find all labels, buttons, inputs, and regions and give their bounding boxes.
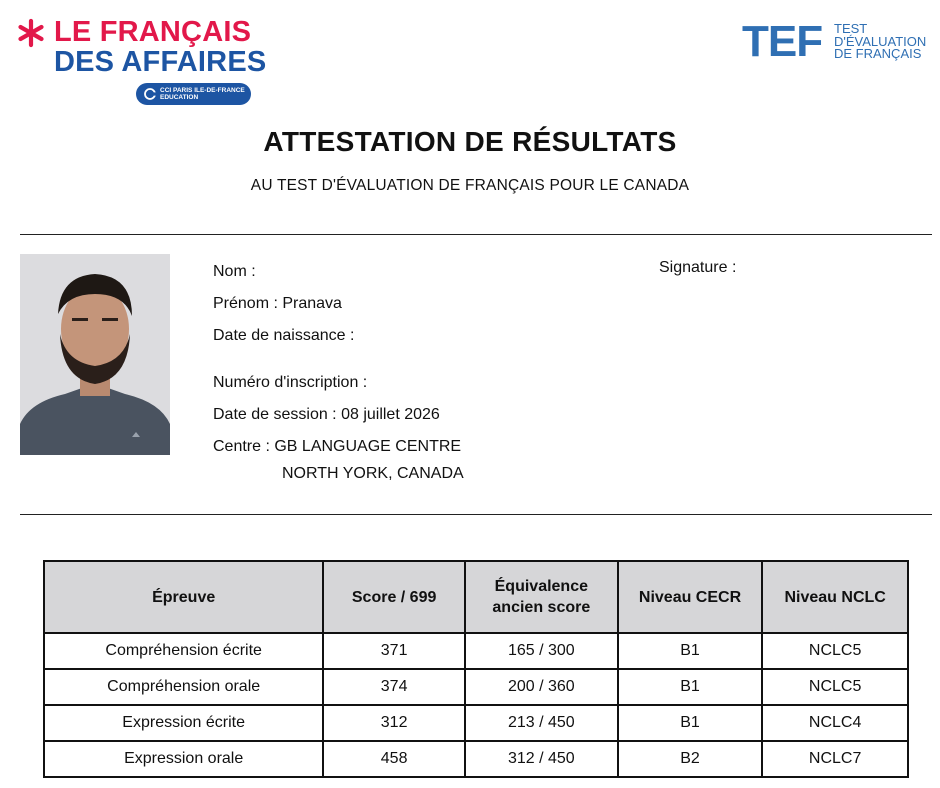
logo-text-line2: DES AFFAIRES bbox=[54, 46, 267, 78]
table-row bbox=[44, 633, 908, 669]
header-score: Score / 699 bbox=[323, 561, 465, 633]
cell-equivalence: 213 / 450 bbox=[465, 705, 618, 741]
field-numero-inscription: Numéro d'inscription : bbox=[213, 374, 368, 391]
asterisk-icon bbox=[18, 18, 44, 48]
field-nom: Nom : bbox=[213, 263, 256, 280]
table-row bbox=[44, 705, 908, 741]
cell-nclc: NCLC4 bbox=[762, 705, 908, 741]
field-date-session: Date de session : 08 juillet 2026 bbox=[213, 406, 440, 423]
cell-equivalence: 200 / 360 bbox=[465, 669, 618, 705]
header-niveau-nclc: Niveau NCLC bbox=[762, 561, 908, 633]
cell-nclc: NCLC5 bbox=[762, 633, 908, 669]
cell-cecr: B1 bbox=[618, 633, 763, 669]
cell-cecr: B1 bbox=[618, 705, 763, 741]
tef-tagline: TEST D'ÉVALUATION DE FRANÇAIS bbox=[834, 21, 927, 61]
cell-nclc: NCLC7 bbox=[762, 741, 908, 777]
cell-equivalence: 312 / 450 bbox=[465, 741, 618, 777]
divider-bottom bbox=[20, 514, 932, 515]
cell-cecr: B1 bbox=[618, 669, 763, 705]
header-equivalence-line1: Équivalence bbox=[494, 578, 588, 595]
field-centre-location: NORTH YORK, CANADA bbox=[282, 465, 464, 482]
table-row bbox=[44, 669, 908, 705]
cell-epreuve: Expression écrite bbox=[44, 705, 323, 741]
cell-score: 371 bbox=[323, 633, 465, 669]
cell-epreuve: Compréhension orale bbox=[44, 669, 323, 705]
field-date-naissance: Date de naissance : bbox=[213, 327, 355, 344]
header-epreuve: Épreuve bbox=[44, 561, 323, 633]
logo-text-line1: LE FRANÇAIS bbox=[54, 16, 252, 48]
portrait-image bbox=[20, 254, 170, 455]
document-title: ATTESTATION DE RÉSULTATS bbox=[263, 126, 677, 157]
cell-equivalence: 165 / 300 bbox=[465, 633, 618, 669]
results-table bbox=[43, 560, 909, 778]
table-header-row bbox=[44, 561, 908, 633]
cell-epreuve: Compréhension écrite bbox=[44, 633, 323, 669]
document-subtitle: AU TEST D'ÉVALUATION DE FRANÇAIS POUR LE CANADA bbox=[250, 177, 690, 194]
field-signature: Signature : bbox=[659, 259, 737, 276]
candidate-photo bbox=[20, 254, 170, 455]
cci-logo-icon bbox=[144, 88, 156, 100]
cell-cecr: B2 bbox=[618, 741, 763, 777]
divider-top bbox=[20, 234, 932, 235]
cci-badge bbox=[136, 83, 251, 105]
field-prenom: Prénom : Pranava bbox=[213, 295, 342, 312]
cell-score: 374 bbox=[323, 669, 465, 705]
cell-score: 312 bbox=[323, 705, 465, 741]
cell-epreuve: Expression orale bbox=[44, 741, 323, 777]
cell-score: 458 bbox=[323, 741, 465, 777]
field-centre: Centre : GB LANGUAGE CENTRE bbox=[213, 438, 462, 455]
badge-label: CCI PARIS ILE-DE-FRANCE EDUCATION bbox=[160, 87, 245, 101]
cell-nclc: NCLC5 bbox=[762, 669, 908, 705]
header-equivalence-line2: ancien score bbox=[492, 599, 591, 616]
tef-logo: TEF bbox=[742, 17, 823, 66]
table-row bbox=[44, 741, 908, 777]
header-niveau-cecr: Niveau CECR bbox=[618, 561, 763, 633]
header-equivalence bbox=[465, 561, 618, 633]
